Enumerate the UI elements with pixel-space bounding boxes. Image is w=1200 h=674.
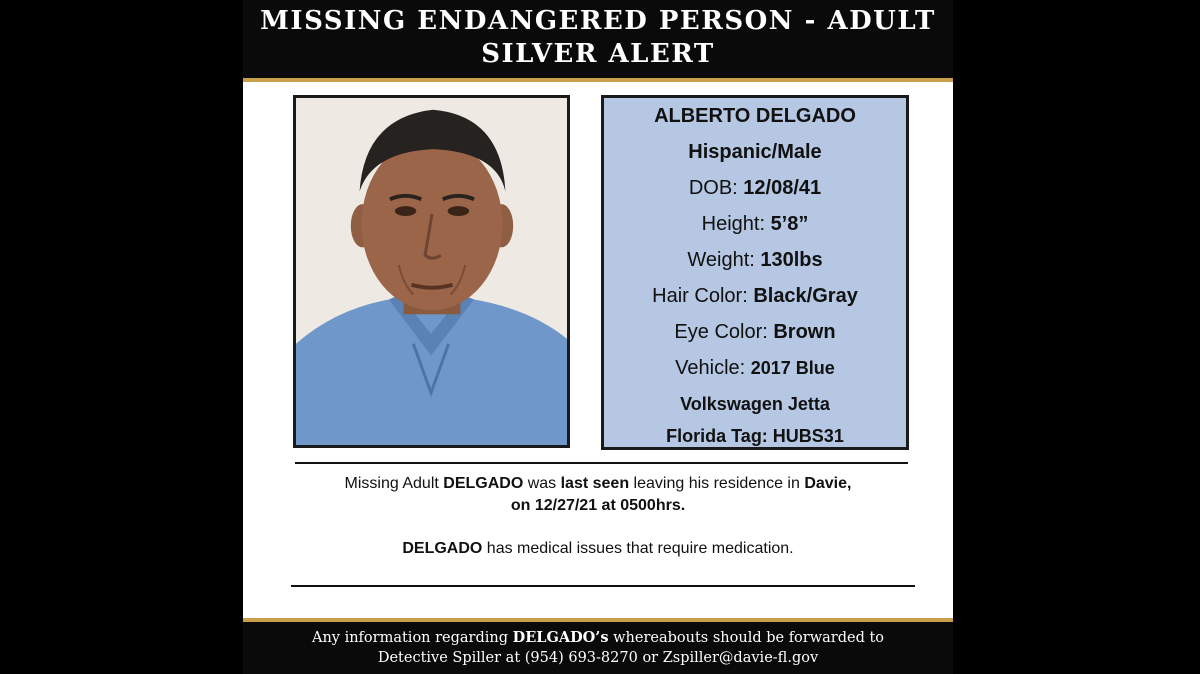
weight-value: 130lbs bbox=[760, 249, 823, 271]
hair-line: Hair Color: Black/Gray bbox=[652, 285, 858, 307]
footer-line1: Any information regarding DELGADO’s whereabouts should be forwarded to bbox=[311, 629, 885, 646]
height-line: Height: 5’8” bbox=[701, 213, 809, 235]
person-name: ALBERTO DELGADO bbox=[654, 105, 856, 127]
florida-tag: Florida Tag: HUBS31 bbox=[666, 426, 844, 446]
vehicle-line: Vehicle: 2017 Blue bbox=[675, 357, 835, 379]
header-title-line2: SILVER ALERT bbox=[481, 39, 715, 69]
contact-footer bbox=[243, 618, 953, 674]
weight-line: Weight: 130lbs bbox=[687, 249, 823, 271]
race-sex: Hispanic/Male bbox=[688, 141, 822, 163]
eye-value: Brown bbox=[773, 321, 836, 343]
hair-value: Black/Gray bbox=[753, 285, 858, 307]
eye-line: Eye Color: Brown bbox=[674, 321, 836, 343]
last-seen-text: Missing Adult DELGADO was last seen leaving his residence in Davie, bbox=[344, 475, 852, 492]
person-details-box bbox=[601, 95, 909, 450]
height-value: 5’8” bbox=[770, 213, 809, 235]
flyer-header bbox=[243, 0, 953, 82]
medical-note: DELGADO has medical issues that require medication. bbox=[402, 540, 794, 557]
silver-alert-flyer bbox=[243, 0, 953, 674]
footer-contact-line: Detective Spiller at (954) 693-8270 or Zspiller@davie-fl.gov bbox=[377, 650, 819, 666]
divider-top bbox=[295, 462, 908, 464]
person-photo bbox=[293, 95, 570, 448]
vehicle-value-1: 2017 Blue bbox=[750, 358, 835, 378]
divider-bottom bbox=[291, 585, 915, 587]
dob-line: DOB: 12/08/41 bbox=[688, 177, 822, 199]
vehicle-line-2: Volkswagen Jetta bbox=[680, 394, 830, 414]
dob-value: 12/08/41 bbox=[743, 177, 822, 199]
last-seen-date: on 12/27/21 at 0500hrs. bbox=[510, 497, 686, 514]
header-title-line1: MISSING ENDANGERED PERSON - ADULT bbox=[260, 6, 936, 36]
